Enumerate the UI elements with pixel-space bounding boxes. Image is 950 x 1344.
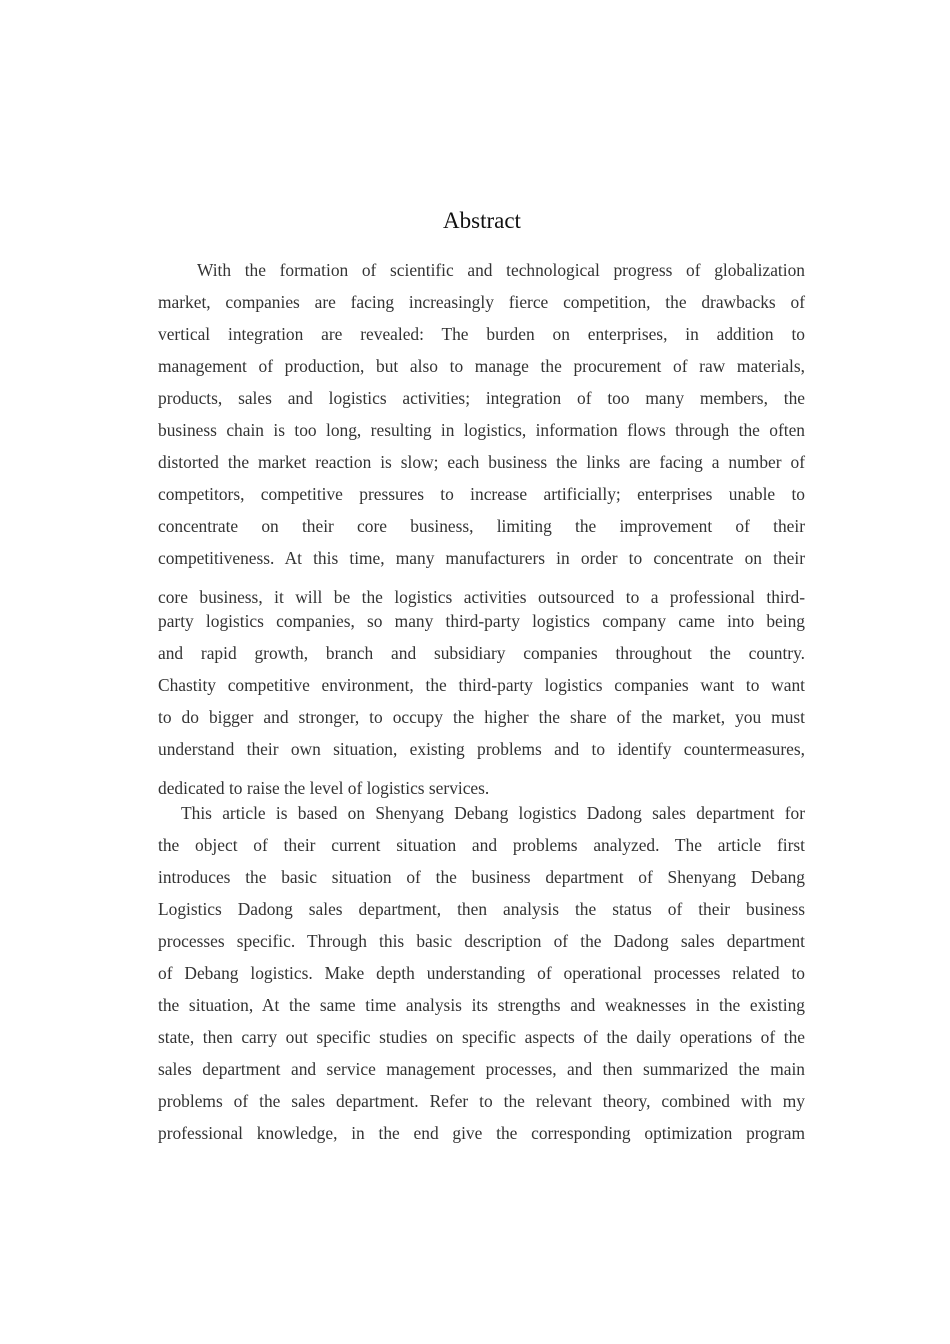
text-line: This article is based on Shenyang Debang logistics Dadong sales department for: [181, 803, 805, 823]
text-line: of Debang logistics. Make depth understanding of operational processes related to: [158, 963, 805, 983]
text-line: core business, it will be the logistics activities outsourced to a professional third-: [158, 587, 805, 607]
text-line: market, companies are facing increasingly fierce competition, the drawbacks of: [158, 292, 805, 312]
text-line: to do bigger and stronger, to occupy the higher the share of the market, you must: [158, 707, 805, 727]
text-line: problems of the sales department. Refer to the relevant theory, combined with my: [158, 1091, 805, 1111]
text-line: party logistics companies, so many third-party logistics company came into being: [158, 611, 805, 631]
text-line: professional knowledge, in the end give the corresponding optimization program: [158, 1123, 805, 1143]
text-line: Logistics Dadong sales department, then analysis the status of their business: [158, 899, 805, 919]
text-line: products, sales and logistics activities; integration of too many members, the: [158, 388, 805, 408]
text-line: introduces the basic situation of the business department of Shenyang Debang: [158, 867, 805, 887]
text-line: understand their own situation, existing problems and to identify countermeasures,: [158, 739, 805, 759]
text-line: processes specific. Through this basic description of the Dadong sales department: [158, 931, 805, 951]
text-line: competitiveness. At this time, many manufacturers in order to concentrate on their: [158, 548, 805, 568]
text-line: state, then carry out specific studies on specific aspects of the daily operations of the: [158, 1027, 805, 1047]
text-line: and rapid growth, branch and subsidiary companies throughout the country.: [158, 643, 805, 663]
text-line: vertical integration are revealed: The burden on enterprises, in addition to: [158, 324, 805, 344]
text-line: the object of their current situation and problems analyzed. The article first: [158, 835, 805, 855]
text-line: competitors, competitive pressures to increase artificially; enterprises unable to: [158, 484, 805, 504]
text-line: Chastity competitive environment, the third-party logistics companies want to want: [158, 675, 805, 695]
text-line: sales department and service management processes, and then summarized the main: [158, 1059, 805, 1079]
text-line: dedicated to raise the level of logistics services.: [158, 778, 490, 798]
text-line: management of production, but also to manage the procurement of raw materials,: [158, 356, 805, 376]
text-line: the situation, At the same time analysis its strengths and weaknesses in the existing: [158, 995, 805, 1015]
text-line: business chain is too long, resulting in logistics, information flows through the often: [158, 420, 805, 440]
text-line: concentrate on their core business, limiting the improvement of their: [158, 516, 805, 536]
text-line: distorted the market reaction is slow; each business the links are facing a number of: [158, 452, 805, 472]
text-line: With the formation of scientific and technological progress of globalization: [197, 260, 805, 280]
abstract-title: Abstract: [443, 208, 521, 233]
